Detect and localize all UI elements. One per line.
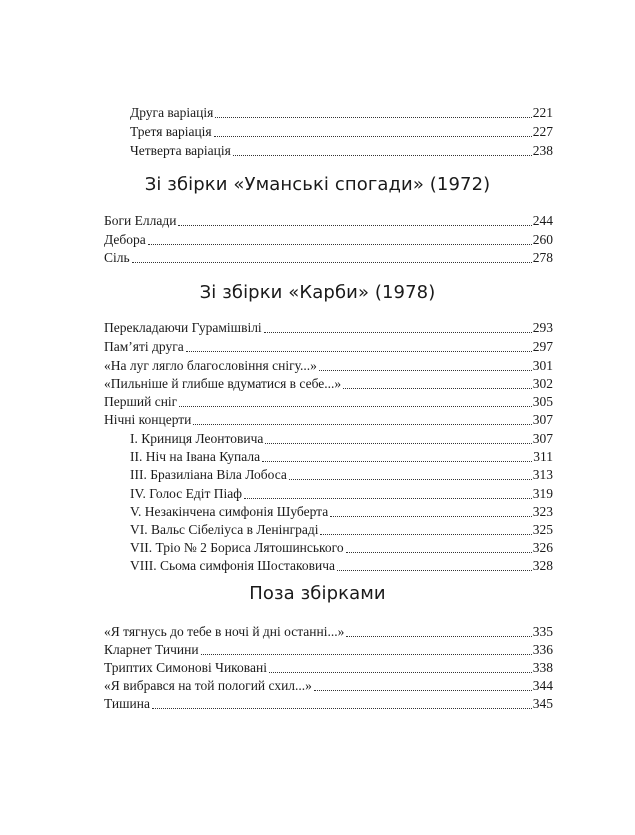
- toc-entry[interactable]: [130, 103, 553, 121]
- toc-entry-page: 323: [532, 504, 553, 519]
- toc-entry[interactable]: [130, 141, 553, 159]
- toc-subentry[interactable]: [130, 429, 553, 447]
- toc-entry[interactable]: [104, 337, 553, 355]
- toc-entry-page: 325: [532, 522, 553, 537]
- toc-entry-page: 344: [532, 678, 553, 693]
- toc-subentry[interactable]: [130, 465, 553, 483]
- toc-entry-title: «Пильніше й глибше вдуматися в себе...»: [104, 376, 342, 391]
- dot-leader: [337, 570, 532, 571]
- dot-leader: [265, 443, 531, 444]
- toc-entry-title: Друга варіація: [130, 105, 214, 120]
- dot-leader: [178, 225, 531, 226]
- toc-entry[interactable]: [104, 211, 553, 229]
- toc-entry-page: 221: [532, 105, 553, 120]
- toc-entry-page: 328: [532, 558, 553, 573]
- toc-entry-page: 345: [532, 696, 553, 711]
- toc-entry-page: 319: [532, 486, 553, 501]
- dot-leader: [262, 461, 532, 462]
- toc-entry-title: I. Криниця Леонтовича: [130, 431, 264, 446]
- toc-entry-title: VIII. Сьома симфонія Шостаковича: [130, 558, 336, 573]
- toc-entry-page: 293: [532, 320, 553, 335]
- toc-entry[interactable]: [130, 122, 553, 140]
- toc-entry-title: V. Незакінчена симфонія Шуберта: [130, 504, 329, 519]
- toc-entry-page: 260: [532, 232, 553, 247]
- toc-subentry[interactable]: [130, 447, 553, 465]
- toc-entry-title: Третя варіація: [130, 124, 212, 139]
- toc-entry-page: 305: [532, 394, 553, 409]
- toc-entry[interactable]: [104, 230, 553, 248]
- toc-subentry[interactable]: [130, 520, 553, 538]
- toc-entry[interactable]: [104, 676, 553, 694]
- dot-leader: [269, 672, 532, 673]
- toc-entry-title: Боги Еллади: [104, 213, 177, 228]
- toc-entry-title: Нічні концерти: [104, 412, 192, 427]
- dot-leader: [314, 690, 532, 691]
- toc-entry-title: Кларнет Тичини: [104, 642, 199, 657]
- dot-leader: [152, 708, 532, 709]
- toc-entry-page: 313: [532, 467, 553, 482]
- dot-leader: [264, 332, 532, 333]
- toc-entry-title: Тишина: [104, 696, 150, 711]
- toc-entry-title: II. Ніч на Івана Купала: [130, 449, 261, 464]
- toc-entry-title: «Я тягнусь до тебе в ночі й дні останні...»: [104, 624, 345, 639]
- toc-entry-title: Четверта варіація: [130, 143, 231, 158]
- toc-entry-page: 238: [532, 143, 553, 158]
- dot-leader: [330, 516, 532, 517]
- dot-leader: [215, 117, 531, 118]
- section-heading: Зі збірки «Карби» (1978): [199, 282, 436, 303]
- section-heading: Зі збірки «Уманські спогади» (1972): [144, 174, 491, 195]
- toc-entry-title: III. Бразиліана Віла Лобоса: [130, 467, 287, 482]
- toc-entry-page: 307: [532, 412, 553, 427]
- toc-entry[interactable]: [104, 622, 553, 640]
- toc-entry[interactable]: [104, 248, 553, 266]
- toc-entry-page: 326: [532, 540, 553, 555]
- toc-entry[interactable]: [104, 694, 553, 712]
- dot-leader: [201, 654, 532, 655]
- dot-leader: [289, 479, 532, 480]
- dot-leader: [148, 244, 532, 245]
- dot-leader: [346, 636, 531, 637]
- dot-leader: [179, 406, 532, 407]
- toc-entry-page: 338: [532, 660, 553, 675]
- dot-leader: [343, 388, 532, 389]
- toc-entry-title: IV. Голос Едіт Піаф: [130, 486, 243, 501]
- toc-entry-page: 336: [532, 642, 553, 657]
- toc-entry-page: 227: [532, 124, 553, 139]
- toc-entry-title: Перший сніг: [104, 394, 178, 409]
- dot-leader: [320, 534, 531, 535]
- toc-entry[interactable]: [104, 640, 553, 658]
- toc-entry[interactable]: [104, 318, 553, 336]
- dot-leader: [244, 498, 532, 499]
- toc-entry-page: 307: [532, 431, 553, 446]
- dot-leader: [233, 155, 532, 156]
- toc-entry-page: 244: [532, 213, 553, 228]
- dot-leader: [319, 370, 532, 371]
- toc-entry-title: VII. Тріо № 2 Бориса Лятошинського: [130, 540, 344, 555]
- toc-entry[interactable]: [104, 392, 553, 410]
- toc-subentry[interactable]: [130, 538, 553, 556]
- toc-subentry[interactable]: [130, 556, 553, 574]
- toc-entry[interactable]: [104, 374, 553, 392]
- toc-entry-page: 278: [532, 250, 553, 265]
- toc-entry-title: Дебора: [104, 232, 146, 247]
- toc-entry-title: VI. Вальс Сібеліуса в Ленінграді: [130, 522, 319, 537]
- dot-leader: [214, 136, 532, 137]
- dot-leader: [186, 351, 532, 352]
- dot-leader: [132, 262, 532, 263]
- toc-entry-title: «Я вибрався на той пологий схил...»: [104, 678, 312, 693]
- toc-entry-page: 335: [532, 624, 553, 639]
- toc-entry[interactable]: [104, 658, 553, 676]
- toc-entry-page: 302: [532, 376, 553, 391]
- dot-leader: [193, 424, 531, 425]
- toc-entry-page: 311: [533, 449, 553, 464]
- toc-subentry[interactable]: [130, 484, 553, 502]
- toc-entry-title: «На луг лягло благословіння снігу...»: [104, 358, 317, 373]
- toc-entry[interactable]: [104, 356, 553, 374]
- toc-subentry[interactable]: [130, 502, 553, 520]
- dot-leader: [346, 552, 532, 553]
- toc-entry-title: Перекладаючи Гурамішвілі: [104, 320, 262, 335]
- toc-entry-page: 301: [532, 358, 553, 373]
- toc-entry-title: Сіль: [104, 250, 130, 265]
- toc-entry[interactable]: [104, 410, 553, 428]
- toc-entry-page: 297: [532, 339, 553, 354]
- toc-entry-title: Триптих Симонові Чиковані: [104, 660, 267, 675]
- section-heading: Поза збірками: [249, 583, 386, 604]
- toc-entry-title: Пам’яті друга: [104, 339, 184, 354]
